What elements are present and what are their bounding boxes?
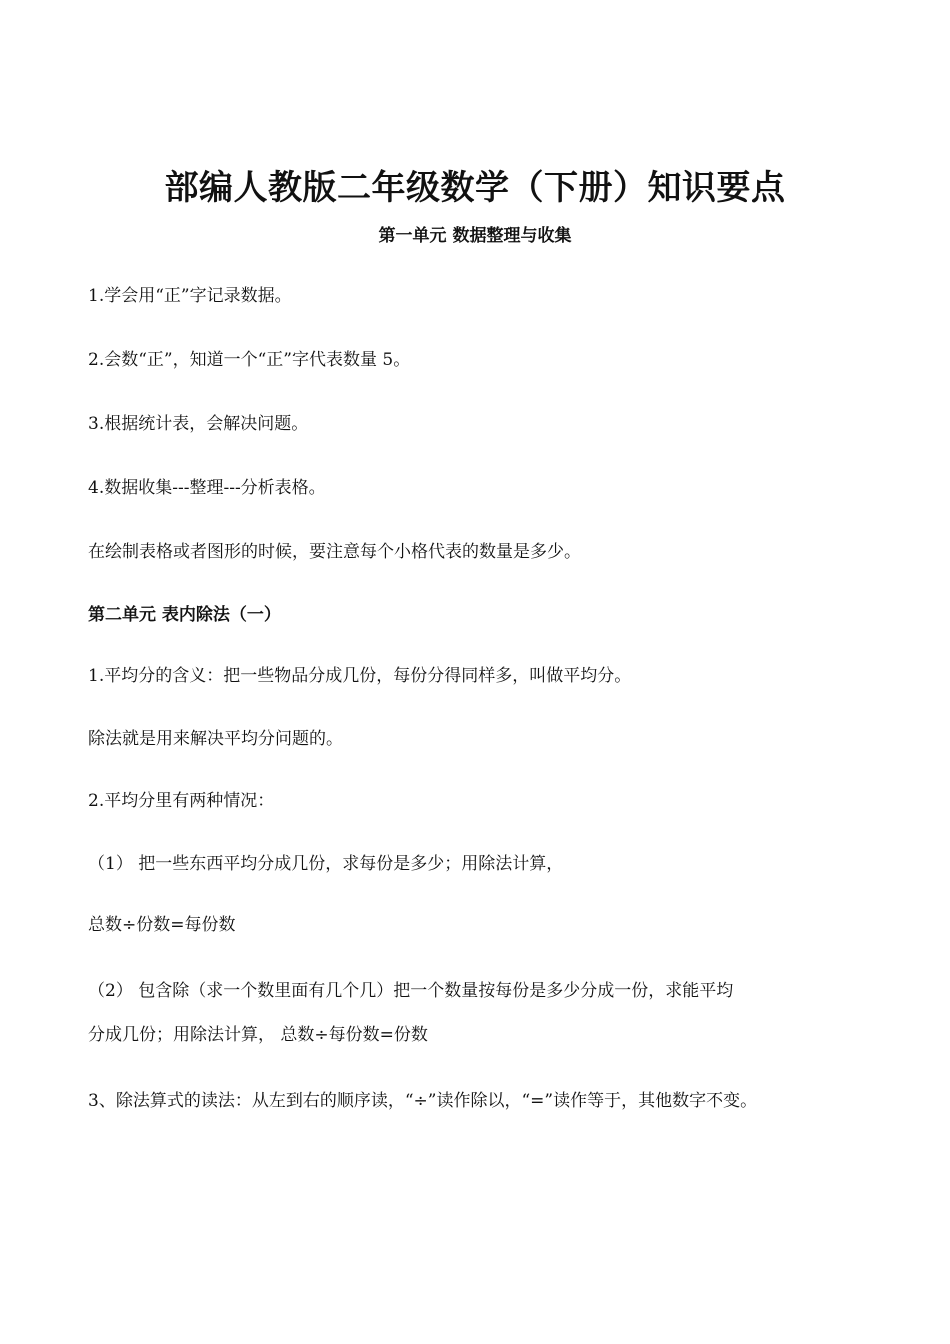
unit1-item-3: 3.根据统计表，会解决问题。 (88, 414, 309, 434)
unit2-item-7: 分成几份；用除法计算， 总数÷每份数=份数 (88, 1025, 428, 1045)
unit2-item-5: 总数÷份数=每份数 (88, 915, 236, 935)
unit1-note: 在绘制表格或者图形的时候，要注意每个小格代表的数量是多少。 (88, 542, 581, 562)
document-title: 部编人教版二年级数学（下册）知识要点 (164, 168, 786, 208)
unit2-item-2: 除法就是用来解决平均分问题的。 (88, 729, 343, 749)
unit1-item-1: 1.学会用“正”字记录数据。 (88, 286, 292, 306)
unit2-item-1: 1.平均分的含义：把一些物品分成几份，每份分得同样多，叫做平均分。 (88, 666, 632, 686)
unit2-item-3: 2.平均分里有两种情况： (88, 791, 275, 811)
unit1-heading: 第一单元 数据整理与收集 (378, 226, 572, 246)
unit1-item-4: 4.数据收集---整理---分析表格。 (88, 478, 326, 498)
unit1-item-2: 2.会数“正”，知道一个“正”字代表数量 5。 (88, 350, 411, 370)
unit2-item-6: （2） 包含除（求一个数里面有几个几）把一个数量按每份是多少分成一份，求能平均 (88, 981, 734, 1001)
unit2-item-4: （1） 把一些东西平均分成几份，求每份是多少；用除法计算， (88, 854, 564, 874)
unit2-heading: 第二单元 表内除法（一） (88, 605, 281, 625)
unit2-item-8: 3、除法算式的读法：从左到右的顺序读，“÷”读作除以，“=”读作等于，其他数字不变。 (88, 1091, 758, 1111)
